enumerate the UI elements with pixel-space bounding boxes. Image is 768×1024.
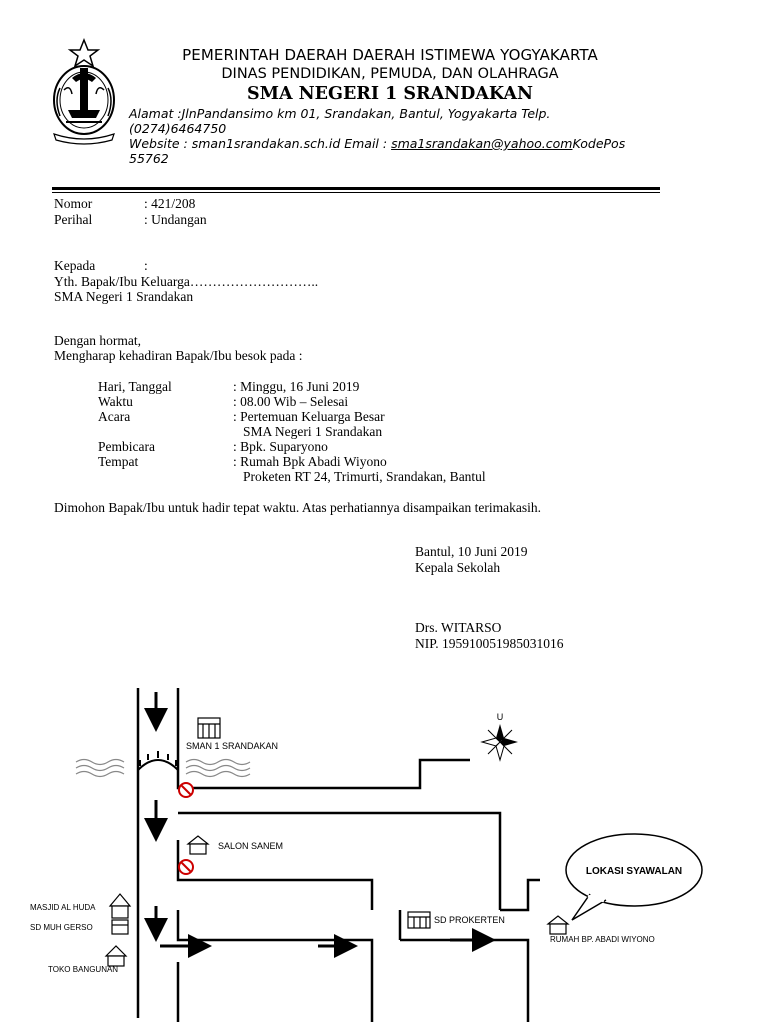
map-label-sd-prokerten: SD PROKERTEN — [434, 915, 505, 925]
callout-label: LOKASI SYAWALAN — [585, 866, 683, 877]
compass-icon — [482, 712, 518, 760]
website-label: Website : sman1srandakan.sch.id Email : — [129, 136, 392, 151]
gov-heading: PEMERINTAH DAERAH DAERAH ISTIMEWA YOGYAKARTA — [182, 46, 598, 64]
nomor-value: : 421/208 — [144, 196, 196, 211]
detail-value: : Minggu, 16 Juni 2019 — [233, 379, 360, 394]
email-link[interactable]: sma1srandakan@yahoo.com — [391, 136, 573, 151]
school-building-icon — [198, 718, 220, 738]
map-label-toko: TOKO BANGUNAN — [48, 965, 119, 974]
detail-value-cont: SMA Negeri 1 Srandakan — [243, 424, 383, 439]
map-label-sman: SMAN 1 SRANDAKAN — [186, 741, 279, 751]
perihal-label: Perihal — [54, 212, 93, 227]
signer-nip: NIP. 195910051985031016 — [415, 636, 564, 651]
detail-label: Tempat — [98, 454, 139, 469]
detail-value: : Rumah Bpk Abadi Wiyono — [233, 454, 387, 469]
bridge-icon — [138, 751, 178, 770]
contact-line — [129, 136, 625, 151]
school-name: SMA NEGERI 1 SRANDAKAN — [247, 84, 533, 104]
dept-heading: DINAS PENDIDIKAN, PEMUDA, DAN OLAHRAGA — [221, 66, 559, 82]
location-map — [0, 680, 768, 1024]
intro-text: Mengharap kehadiran Bapak/Ibu besok pada : — [54, 348, 303, 363]
north-label: U — [496, 712, 504, 722]
signer-name: Drs. WITARSO — [415, 620, 502, 635]
header-rule-thick — [52, 187, 660, 190]
greeting: Dengan hormat, — [54, 333, 141, 348]
nomor-label: Nomor — [54, 196, 93, 211]
shop-icon — [106, 946, 126, 966]
recipient-school: SMA Negeri 1 Srandakan — [54, 289, 194, 304]
address-line: Alamat :JlnPandansimo km 01, Srandakan, Bantul, Yogyakarta Telp. — [129, 106, 551, 121]
signer-position: Kepala Sekolah — [415, 560, 501, 575]
place-date: Bantul, 10 Juni 2019 — [415, 544, 528, 559]
kodepos-value: 55762 — [129, 151, 169, 166]
kodepos-label: KodePos — [572, 136, 626, 151]
detail-label: Hari, Tanggal — [98, 379, 172, 394]
school-building-icon — [408, 912, 430, 928]
mosque-icon — [110, 894, 130, 918]
house-icon — [188, 836, 208, 854]
house-icon — [548, 916, 568, 934]
no-parking-icon — [179, 783, 193, 874]
header-rule-thin — [52, 192, 660, 193]
school-building-icon — [112, 920, 128, 934]
detail-value: : Pertemuan Keluarga Besar — [233, 409, 385, 424]
kepada-colon: : — [144, 258, 148, 273]
detail-label: Acara — [98, 409, 131, 424]
map-label-sd-muh: SD MUH GERSO — [30, 923, 93, 932]
map-label-masjid: MASJID AL HUDA — [30, 903, 96, 912]
detail-label: Waktu — [98, 394, 133, 409]
river-icon — [76, 760, 250, 777]
closing-text: Dimohon Bapak/Ibu untuk hadir tepat waktu. Atas perhatiannya disampaikan terimakasih. — [54, 500, 542, 515]
detail-label: Pembicara — [98, 439, 155, 454]
location-callout — [566, 834, 702, 920]
detail-value: : Bpk. Suparyono — [233, 439, 328, 454]
detail-value: : 08.00 Wib – Selesai — [233, 394, 349, 409]
map-label-rumah: RUMAH BP. ABADI WIYONO — [550, 935, 655, 944]
perihal-value: : Undangan — [144, 212, 207, 227]
kepada-label: Kepada — [54, 258, 96, 273]
detail-value-cont: Proketen RT 24, Trimurti, Srandakan, Bantul — [243, 469, 486, 484]
recipient-line: Yth. Bapak/Ibu Keluarga……………………….. — [54, 274, 319, 289]
phone-line: (0274)6464750 — [129, 121, 227, 136]
map-label-salon: SALON SANEM — [218, 841, 284, 851]
